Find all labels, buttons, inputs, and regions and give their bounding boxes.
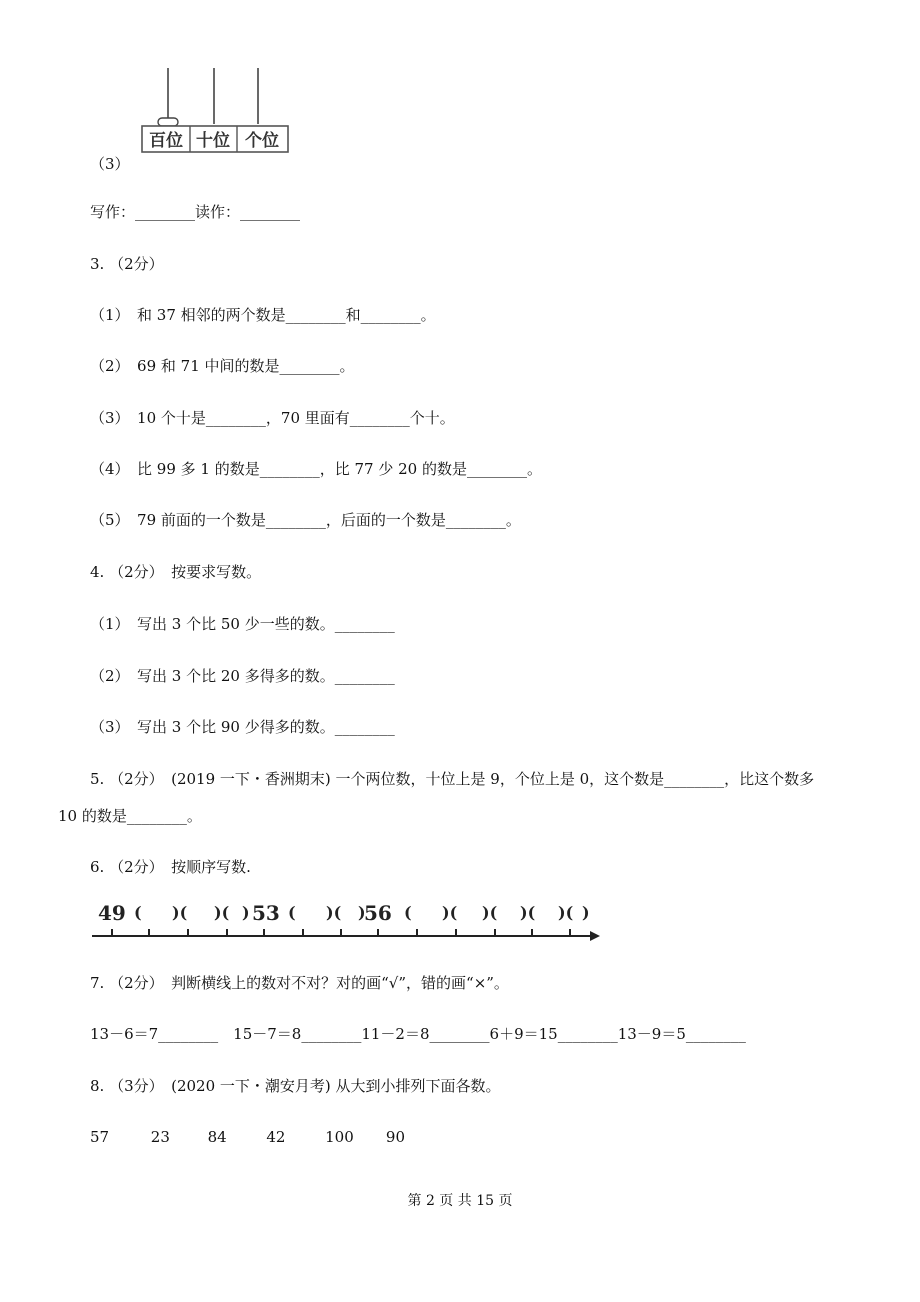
seq-paren: ( [288, 903, 296, 922]
q8-number: 90 [385, 1128, 405, 1146]
abacus-label-ones: 个位 [245, 131, 279, 151]
seq-paren: )( [482, 903, 498, 922]
q3-item-5: （5） 79 前面的一个数是________，后面的一个数是________。 [90, 511, 521, 529]
seq-paren: )( [558, 903, 574, 922]
q5-line-2: 10 的数是________。 [58, 807, 202, 825]
q3-item-2: （2） 69 和 71 中间的数是________。 [90, 357, 355, 375]
number-line-figure [92, 898, 602, 946]
seq-49: 49 [98, 901, 126, 925]
q3-item-3: （3） 10 个十是________，70 里面有________个十。 [90, 409, 455, 427]
q8-number: 57 [90, 1128, 110, 1146]
q7-header: 7. （2分） 判断横线上的数对不对？对的画“√”，错的画“×”。 [90, 974, 509, 992]
abacus-label-tens: 十位 [196, 131, 230, 151]
q4-item-2: （2） 写出 3 个比 20 多得多的数。________ [90, 667, 395, 685]
q8-number: 84 [207, 1128, 227, 1146]
abacus-figure [140, 66, 290, 158]
q4-item-3: （3） 写出 3 个比 90 少得多的数。________ [90, 718, 395, 736]
seq-paren: ( [134, 903, 142, 922]
q5-line-1: 5. （2分） (2019 一下・香洲期末) 一个两位数，十位上是 9，个位上是 0，这个数是________，比这个数多 [90, 770, 815, 788]
seq-paren: )( [520, 903, 536, 922]
seq-paren: )( [172, 903, 188, 922]
q3-item-1: （1） 和 37 相邻的两个数是________和________。 [90, 306, 436, 324]
page-footer: 第 2 页 共 15 页 [407, 1193, 513, 1209]
q4-header: 4. （2分） 按要求写数。 [90, 563, 262, 581]
seq-paren: ) [358, 903, 366, 922]
q8-number: 42 [266, 1128, 286, 1146]
number-line-arrow [590, 931, 600, 941]
q3-header: 3. （2分） [90, 255, 164, 273]
seq-paren: ( [404, 903, 412, 922]
seq-paren: ) [582, 903, 590, 922]
seq-paren: )( [214, 903, 230, 922]
abacus-answer-line: 写作：________读作：________ [90, 203, 301, 221]
q8-header: 8. （3分） (2020 一下・潮安月考) 从大到小排列下面各数。 [90, 1077, 501, 1095]
abacus-label-hundreds: 百位 [149, 131, 183, 151]
q8-numbers [90, 1127, 405, 1147]
q6-header: 6. （2分） 按顺序写数. [90, 858, 251, 876]
seq-paren: )( [326, 903, 342, 922]
q3-item-4: （4） 比 99 多 1 的数是________，比 77 少 20 的数是________。 [90, 460, 542, 478]
q4-item-1: （1） 写出 3 个比 50 少一些的数。________ [90, 615, 395, 633]
seq-paren: ) [242, 903, 250, 922]
seq-56: 56 [364, 901, 392, 925]
abacus-bead [158, 118, 178, 126]
seq-paren: )( [442, 903, 458, 922]
seq-53: 53 [252, 901, 280, 925]
q8-number: 23 [150, 1128, 170, 1146]
abacus-sublabel: （3） [90, 155, 130, 173]
q7-equations: 13－6＝7________ 15－7＝8________11－2＝8________6＋9＝15________13－9＝5________ [90, 1025, 746, 1043]
q8-number: 100 [325, 1128, 354, 1146]
